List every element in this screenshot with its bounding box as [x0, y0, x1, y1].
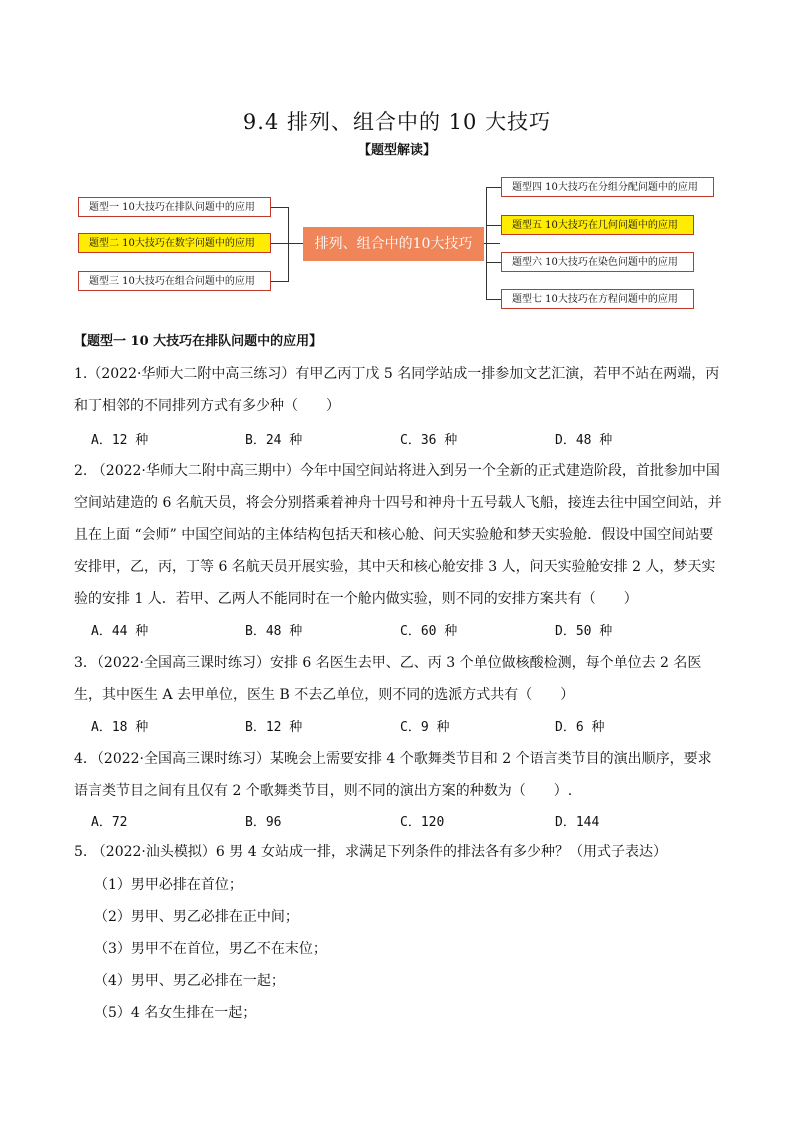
question-4-options	[91, 811, 721, 831]
option-d: D．48 种	[555, 433, 613, 448]
mindmap-node-2: 题型二 10大技巧在数字问题中的应用	[78, 233, 271, 253]
option-c: C．60 种	[400, 624, 458, 639]
connector-line	[486, 187, 501, 188]
connector-line	[486, 262, 501, 263]
mindmap-node-6: 题型六 10大技巧在染色问题中的应用	[501, 252, 694, 272]
mindmap-node-5: 题型五 10大技巧在几何问题中的应用	[501, 215, 694, 235]
page-title: 9.4 排列、组合中的 10 大技巧	[242, 110, 552, 134]
connector-line	[288, 207, 289, 282]
mindmap-node-3: 题型三 10大技巧在组合问题中的应用	[78, 271, 271, 291]
option-b: B．12 种	[245, 720, 303, 735]
mindmap-center: 排列、组合中的10大技巧	[303, 227, 484, 261]
question-4: 4．（2022·全国高三课时练习）某晚会上需要安排 4 个歌舞类节目和 2 个语言类节目的演出顺序，要求语言类节目之间有且仅有 2 个歌舞类节目，则不同的演出方案的种数为（ ）.	[74, 751, 712, 799]
question-5: 5. （2022·汕头模拟）6 男 4 女站成一排，求满足下列条件的排法各有多少种？（用式子表达）	[74, 844, 668, 860]
question-2-options	[91, 620, 721, 640]
section-heading: 【题型一 10 大技巧在排队问题中的应用】	[74, 334, 323, 349]
option-d: D．144	[555, 815, 600, 830]
question-5-part-4: （4）男甲、男乙必排在一起；	[94, 973, 285, 989]
option-c: C．120	[400, 815, 445, 830]
question-3: 3．（2022·全国高三课时练习）安排 6 名医生去甲、乙、丙 3 个单位做核酸检测，每个单位去 2 名医生，其中医生 A 去甲单位，医生 B 不去乙单位，则不同的选派方式共有（ ）	[74, 655, 702, 703]
connector-line	[486, 187, 487, 299]
option-a: A．12 种	[91, 433, 149, 448]
connector-line	[486, 299, 501, 300]
connector-line	[486, 225, 501, 226]
question-2: 2. （2022·华师大二附中高三期中）今年中国空间站将进入到另一个全新的正式建造阶段，首批参加中国空间站建造的 6 名航天员，将会分别搭乘着神舟十四号和神舟十五号载人飞船，接连去往中国空间站，并且在上面 “会师” 中国空间站的主体结构包括天和核心舱、问天实验舱和梦天实验舱．假设中国空间站要安排甲，乙，丙，丁等 6 名航天员开展实验，其中天和核心舱安排 3 人，问天实验舱安排 2 人，梦天实验的安排 1 人．若甲、乙两人不能同时在一个舱内做实验，则不同的安排方案共有（ ）	[74, 463, 722, 607]
option-a: A．72	[91, 815, 128, 830]
option-b: B．48 种	[245, 624, 303, 639]
option-d: D．6 种	[555, 720, 605, 735]
option-a: A．18 种	[91, 720, 149, 735]
connector-line	[271, 281, 288, 282]
question-5-part-1: （1）男甲必排在首位；	[94, 877, 243, 893]
page-subtitle: 【题型解读】	[357, 143, 436, 158]
option-b: B．24 种	[245, 433, 303, 448]
connector-line	[271, 243, 303, 244]
option-c: C．36 种	[400, 433, 458, 448]
mindmap-node-4: 题型四 10大技巧在分组分配问题中的应用	[501, 177, 714, 197]
question-1: 1.（2022·华师大二附中高三练习）有甲乙丙丁戊 5 名同学站成一排参加文艺汇演，若甲不站在两端，丙和丁相邻的不同排列方式有多少种（ ）	[74, 366, 720, 414]
option-a: A．44 种	[91, 624, 149, 639]
mindmap-node-1: 题型一 10大技巧在排队问题中的应用	[78, 197, 271, 217]
option-d: D．50 种	[555, 624, 613, 639]
question-5-part-2: （2）男甲、男乙必排在正中间；	[94, 909, 299, 925]
mindmap-node-7: 题型七 10大技巧在方程问题中的应用	[501, 289, 694, 309]
option-c: C．9 种	[400, 720, 450, 735]
question-1-options	[91, 429, 721, 449]
question-5-part-3: （3）男甲不在首位，男乙不在末位；	[94, 941, 327, 957]
question-5-part-5: （5）4 名女生排在一起；	[94, 1005, 257, 1021]
connector-line	[271, 207, 288, 208]
question-3-options	[91, 716, 721, 736]
option-b: B．96	[245, 815, 282, 830]
